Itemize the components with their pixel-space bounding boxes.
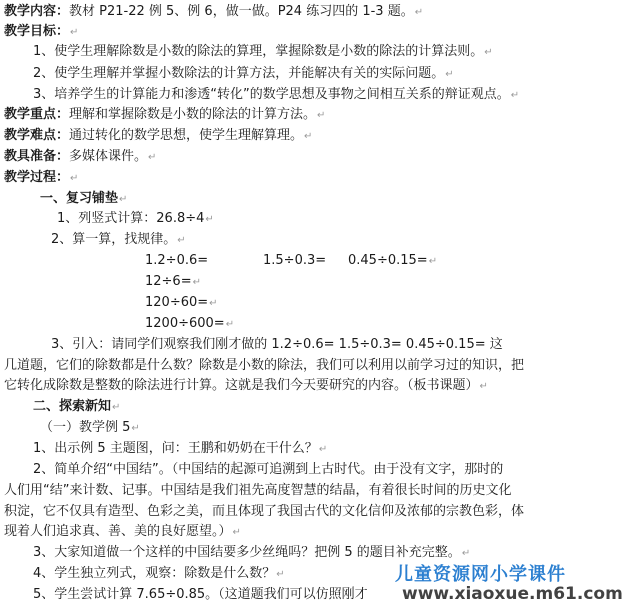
step-4-text: 4、学生独立列式，观察：除数是什么数？ [33, 566, 276, 581]
introduction-text-3: 它转化成除数是整数的除法进行计算。这就是我们今天要研究的内容。（板书课题） [4, 378, 479, 393]
paragraph-mark: ↵ [70, 173, 79, 184]
paragraph-mark: ↵ [317, 110, 326, 121]
vertical-calc-text: 1、列竖式计算：26.8÷4 [57, 211, 205, 226]
paragraph-mark: ↵ [428, 256, 438, 267]
find-pattern-text: 2、算一算，找规律。 [51, 232, 177, 247]
paragraph-mark: ↵ [276, 569, 285, 580]
teaching-content-text: 教材 P21-22 例 5、例 6，做一做。P24 练习四的 1-3 题。 [69, 4, 414, 19]
paragraph-mark: ↵ [70, 27, 79, 38]
line-vertical-calc [57, 209, 214, 230]
line-step-2-cont-2 [4, 502, 524, 522]
materials-label: 教具准备： [4, 149, 70, 164]
exercise-1200-600: 1200÷600= [145, 316, 225, 331]
paragraph-mark: ↵ [318, 444, 328, 455]
goal-1-text: 1、使学生理解除数是小数的除法的算理，掌握除数是小数的除法的计算法则。 [33, 44, 484, 59]
step-2-text-4: 现着人们追求真、善、美的良好愿望。） [4, 524, 232, 539]
goal-3-text: 3、培养学生的计算能力和渗透“转化”的数学思想及事物之间相互关系的辩证观点。 [33, 87, 510, 102]
line-section-1-heading [40, 189, 127, 210]
paragraph-mark: ↵ [479, 381, 488, 392]
line-teaching-content [4, 2, 423, 23]
step-2-text: 2、简单介绍“中国结”。（中国结的起源可追溯到上古时代。由于没有文字，那时的 [33, 462, 504, 477]
line-example-5-heading [40, 418, 140, 439]
key-points-text: 理解和掌握除数是小数的除法的计算方法。 [69, 107, 317, 122]
paragraph-mark: ↵ [510, 90, 520, 101]
paragraph-mark: ↵ [112, 402, 121, 413]
line-step-4 [33, 564, 285, 585]
line-goal-2 [33, 64, 454, 85]
line-exercise-120-60 [145, 293, 218, 314]
exercise-c: 0.45÷0.15= [348, 253, 428, 268]
line-teaching-goals-heading [4, 22, 78, 43]
example-5-title: （一）教学例 5 [40, 420, 131, 435]
line-step-5 [33, 585, 368, 605]
line-step-2-cont-1 [4, 481, 511, 501]
line-introduction-2 [4, 356, 524, 376]
paragraph-mark: ↵ [205, 214, 214, 225]
exercise-12-6: 12÷6= [145, 274, 192, 289]
paragraph-mark: ↵ [461, 548, 471, 559]
paragraph-mark: ↵ [232, 527, 241, 538]
paragraph-mark: ↵ [131, 423, 140, 434]
paragraph-mark: ↵ [304, 131, 313, 142]
paragraph-mark: ↵ [119, 194, 128, 205]
line-introduction [51, 335, 503, 355]
line-process-heading [4, 168, 78, 189]
exercise-b: 1.5÷0.3= [263, 253, 327, 268]
line-exercise-row [145, 251, 437, 272]
step-2-text-3: 积淀，它不仅具有造型、色彩之美，而且体现了我国古代的文化信仰及浓郁的宗教色彩，体 [4, 504, 525, 519]
paragraph-mark: ↵ [414, 7, 424, 18]
line-introduction-3 [4, 376, 488, 397]
introduction-text: 3、引入：请同学们观察我们刚才做的 1.2÷0.6= 1.5÷0.3= 0.45÷0.15= 这 [51, 337, 503, 352]
difficulty-text: 通过转化的数学思想，使学生理解算理。 [69, 128, 304, 143]
line-materials [4, 147, 156, 168]
materials-text: 多媒体课件。 [69, 149, 148, 164]
step-2-text-2: 人们用“结”来计数、记事。中国结是我们祖先高度智慧的结晶，有着很长时间的历史文化 [4, 483, 512, 498]
line-exercise-12-6 [145, 272, 201, 293]
line-find-pattern [51, 230, 186, 251]
line-difficulty [4, 126, 312, 147]
watermark-bottom-text: www.xiaoxue.m61.com [402, 584, 623, 604]
section-1-title: 一、复习铺垫 [40, 191, 119, 206]
line-goal-1 [33, 42, 493, 63]
goal-2-text: 2、使学生理解并掌握小数除法的计算方法，并能解决有关的实际问题。 [33, 66, 445, 81]
exercise-a: 1.2÷0.6= [145, 253, 209, 268]
line-step-2 [33, 460, 503, 480]
step-5-text: 5、学生尝试计算 7.65÷0.85。（这道题我们可以仿照刚才 [33, 587, 368, 602]
teaching-goals-label: 教学目标： [4, 24, 70, 39]
line-exercise-1200-600 [145, 314, 234, 335]
teaching-content-label: 教学内容： [4, 4, 70, 19]
line-goal-3 [33, 85, 519, 106]
introduction-text-2: 几道题，它们的除数都是什么数？除数是小数的除法，我们可以利用以前学习过的知识，把 [4, 358, 525, 373]
paragraph-mark: ↵ [177, 235, 186, 246]
step-3-text: 3、大家知道做一个这样的中国结要多少丝绳吗？把例 5 的题目补充完整。 [33, 545, 461, 560]
section-2-title: 二、探索新知 [33, 399, 112, 414]
paragraph-mark: ↵ [484, 47, 493, 58]
paragraph-mark: ↵ [148, 152, 157, 163]
line-step-2-cont-3 [4, 522, 241, 543]
exercise-120-60: 120÷60= [145, 295, 209, 310]
key-points-label: 教学重点： [4, 107, 70, 122]
process-label: 教学过程： [4, 170, 70, 185]
step-1-text: 1、出示例 5 主题图，问：王鹏和奶奶在干什么？ [33, 441, 318, 456]
line-section-2-heading [33, 397, 120, 418]
paragraph-mark: ↵ [192, 277, 201, 288]
watermark-top-text: 儿童资源网小学课件 [395, 564, 566, 585]
paragraph-mark: ↵ [209, 298, 218, 309]
paragraph-mark: ↵ [445, 69, 454, 80]
difficulty-label: 教学难点： [4, 128, 70, 143]
site-watermark [380, 558, 623, 604]
paragraph-mark: ↵ [225, 319, 235, 330]
line-step-1 [33, 439, 327, 460]
line-key-points [4, 105, 325, 126]
